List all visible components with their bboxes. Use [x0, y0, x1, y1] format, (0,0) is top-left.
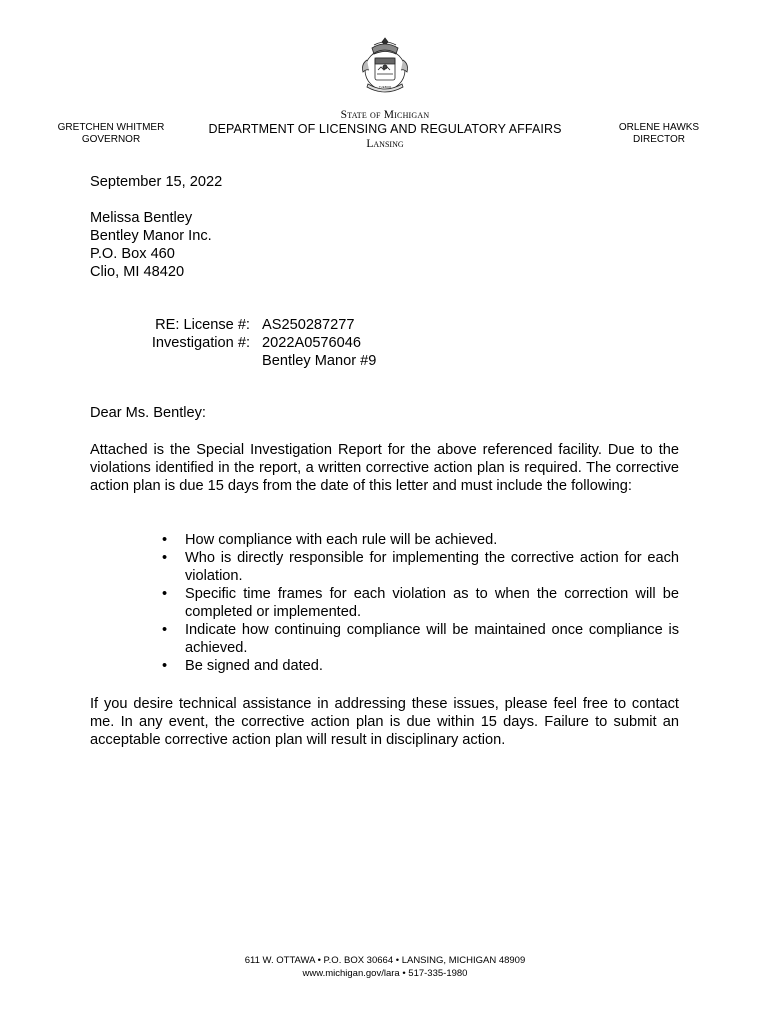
reference-block [90, 316, 490, 370]
bullet-icon: • [162, 532, 168, 548]
footer-contact: www.michigan.gov/lara • 517-335-1980 [302, 968, 468, 979]
closing-paragraph: If you desire technical assistance in addressing these issues, please feel free to contact me. In any event, the corrective action plan is due within 15 days. Failure to submit an acceptable corrective action plan will result in disciplinary action. [90, 696, 679, 748]
director-name: ORLENE HAWKS [618, 122, 700, 133]
governor-title: GOVERNOR [81, 134, 141, 145]
address-line: Clio, MI 48420 [90, 264, 185, 280]
director-block [610, 122, 708, 146]
bullet-icon: • [162, 586, 168, 602]
state-heading: State of Michigan [340, 109, 430, 121]
investigation-number: 2022A0576046 [262, 335, 362, 351]
bullet-icon: • [162, 622, 168, 638]
governor-name: GRETCHEN WHITMER [57, 122, 165, 133]
michigan-seal-icon [358, 36, 412, 94]
seal-motto: TUEBOR [378, 85, 392, 89]
footer-address: 611 W. OTTAWA • P.O. BOX 30664 • LANSING, MICHIGAN 48909 [244, 955, 526, 966]
list-item: • Indicate how continuing compliance will be maintained once compliance is achieved. [162, 622, 679, 656]
license-label: RE: License #: [155, 317, 250, 333]
salutation: Dear Ms. Bentley: [90, 405, 206, 421]
list-item: • Specific time frames for each violation as to when the correction will be completed or implemented. [162, 586, 679, 620]
license-number: AS250287277 [262, 317, 355, 333]
list-item: • Be signed and dated. [162, 658, 323, 674]
intro-paragraph: Attached is the Special Investigation Report for the above referenced facility. Due to the violations identified in the report, a written corrective action plan is required. The corrective action plan is due 15 days from the date of this letter and must include the following: [90, 442, 679, 494]
address-line: Bentley Manor Inc. [90, 228, 212, 244]
list-item: • Who is directly responsible for implementing the corrective action for each violation. [162, 550, 679, 584]
requirements-list [160, 531, 679, 675]
governor-block [52, 122, 170, 146]
bullet-icon: • [162, 658, 168, 674]
department-name: DEPARTMENT OF LICENSING AND REGULATORY AFFAIRS [208, 122, 562, 136]
recipient-address [90, 209, 212, 281]
bullet-icon: • [162, 550, 168, 566]
letter-date: September 15, 2022 [90, 174, 223, 190]
investigation-label: Investigation #: [151, 335, 250, 351]
facility-name: Bentley Manor #9 [262, 353, 377, 369]
city-heading: Lansing [366, 138, 404, 150]
department-block [190, 108, 580, 151]
address-line: Melissa Bentley [90, 210, 193, 226]
director-title: DIRECTOR [632, 134, 686, 145]
address-line: P.O. Box 460 [90, 246, 175, 262]
footer [0, 954, 770, 980]
list-item: • How compliance with each rule will be achieved. [162, 532, 498, 548]
